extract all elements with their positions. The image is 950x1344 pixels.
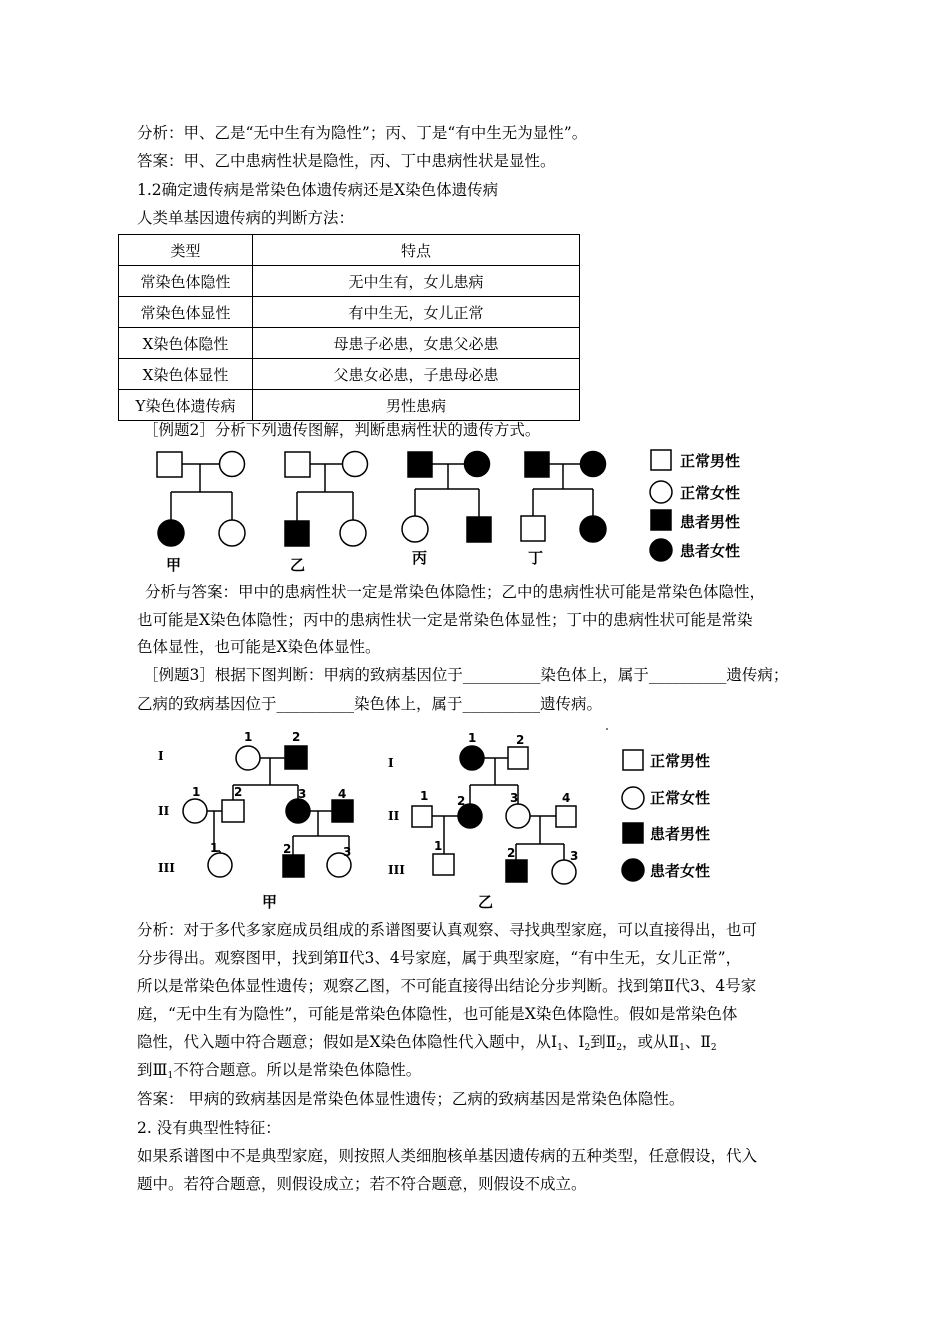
answer-2-line-1: 分析与答案：甲中的患病性状一定是常染色体隐性；乙中的患病性状可能是常染色体隐性， xyxy=(145,583,766,601)
generation-label: III xyxy=(158,861,175,875)
individual-number: 2 xyxy=(457,794,466,808)
individual-number: 1 xyxy=(244,730,253,744)
table-row xyxy=(119,266,580,297)
legend-label: 患者女性 xyxy=(680,542,741,560)
legend-label: 正常女性 xyxy=(680,484,741,502)
table-header-cell: 特点 xyxy=(253,235,580,266)
individual-number: 1 xyxy=(434,839,443,853)
section-heading-2: 2. 没有典型性特征： xyxy=(137,1119,281,1137)
pedigree-figure-1 xyxy=(145,440,765,575)
pedigree-jia-multigen xyxy=(183,746,353,877)
analysis-line-2: 分步得出。观察图甲，找到第Ⅱ代3、4号家庭，属于典型家庭，“有中生无，女儿正常”， xyxy=(137,949,742,967)
paragraph-analysis-1: 分析：甲、乙是“无中生有为隐性”；丙、丁是“有中生无为显性”。 xyxy=(137,124,588,142)
analysis-line-5: 隐性，代入题中符合题意；假如是X染色体隐性代入题中，从$Ⅰ_1$、$Ⅰ_2$到$Ⅱ_2$，或从$Ⅱ_1$、$Ⅱ_2$ xyxy=(137,1033,717,1053)
individual-number: 1 xyxy=(192,785,201,799)
pedigree-label: 丁 xyxy=(528,549,544,567)
generation-label: III xyxy=(388,863,405,877)
table-cell: 无中生有，女儿患病 xyxy=(253,266,580,297)
table-cell: 父患女必患，子患母必患 xyxy=(253,359,580,390)
pedigree-yi-multigen xyxy=(412,746,579,884)
pedigree-yi xyxy=(285,452,368,547)
legend-label: 患者男性 xyxy=(680,513,741,531)
paragraph-answer-1: 答案：甲、乙中患病性状是隐性，丙、丁中患病性状是显性。 xyxy=(137,152,556,170)
individual-number: 3 xyxy=(343,845,352,859)
answer-2-line-2: 也可能是X染色体隐性；丙中的患病性状一定是常染色体显性；丁中的患病性状可能是常染 xyxy=(137,611,753,629)
inheritance-types-table xyxy=(118,234,580,421)
pedigree-label: 乙 xyxy=(290,556,306,574)
table-header-cell: 类型 xyxy=(119,235,253,266)
individual-number: 2 xyxy=(516,733,525,747)
generation-label: I xyxy=(158,749,164,763)
legend-label: 患者男性 xyxy=(650,825,711,843)
answer-3: 答案： 甲病的致病基因是常染色体显性遗传；乙病的致病基因是常染色体隐性。 xyxy=(137,1090,685,1108)
generation-label: II xyxy=(158,804,170,818)
legend-2 xyxy=(622,750,644,881)
example-3-line-1: ［例题3］根据下图判断：甲病的致病基因位于__________染色体上，属于__________遗传病； xyxy=(143,666,789,684)
generation-label: I xyxy=(388,756,394,770)
individual-number: 2 xyxy=(283,842,292,856)
legend-label: 正常男性 xyxy=(650,752,711,770)
pedigree-label: 甲 xyxy=(166,556,182,574)
pedigree-label: 丙 xyxy=(412,549,428,567)
analysis-line-3: 所以是常染色体显性遗传；观察乙图，不可能直接得出结论分步判断。找到第Ⅱ代3、4号家 xyxy=(137,977,757,995)
pedigree-jia xyxy=(157,452,245,547)
pedigree-ding xyxy=(521,452,606,543)
table-cell: 常染色体隐性 xyxy=(119,266,253,297)
individual-number: 2 xyxy=(507,846,516,860)
analysis-line-6: 到$Ⅲ_1$不符合题意。所以是常染色体隐性。 xyxy=(137,1061,422,1081)
legend-label: 正常女性 xyxy=(650,789,711,807)
individual-number: 1 xyxy=(210,841,219,855)
pedigree-bing xyxy=(402,452,491,543)
section-heading-1-2: 1.2确定遗传病是常染色体遗传病还是X染色体遗传病 xyxy=(137,181,499,199)
table-row xyxy=(119,359,580,390)
individual-number: 3 xyxy=(510,791,519,805)
table-header-row xyxy=(119,235,580,266)
pedigree-figure-2 xyxy=(150,722,730,912)
table-cell: 常染色体显性 xyxy=(119,297,253,328)
legend-1 xyxy=(650,450,672,561)
analysis-line-1: 分析：对于多代多家庭成员组成的系谱图要认真观察、寻找典型家庭，可以直接得出，也可 xyxy=(137,921,758,939)
individual-number: 1 xyxy=(468,731,477,745)
legend-label: 患者女性 xyxy=(650,862,711,880)
table-cell: 男性患病 xyxy=(253,390,580,421)
section-2-body-line-1: 如果系谱图中不是典型家庭，则按照人类细胞核单基因遗传病的五种类型，任意假设，代入 xyxy=(137,1147,758,1165)
pedigree-label: 乙 xyxy=(478,893,494,911)
example-3-line-2: 乙病的致病基因位于__________染色体上，属于__________遗传病。 xyxy=(137,695,603,713)
individual-number: 4 xyxy=(338,787,347,801)
analysis-line-4: 庭，“无中生有为隐性”，可能是常染色体隐性，也可能是X染色体隐性。假如是常染色体 xyxy=(137,1005,738,1023)
table-cell: Y染色体遗传病 xyxy=(119,390,253,421)
answer-2-line-3: 色体显性，也可能是X染色体显性。 xyxy=(137,638,381,656)
table-row xyxy=(119,328,580,359)
table-cell: 母患子必患，女患父必患 xyxy=(253,328,580,359)
table-cell: X染色体显性 xyxy=(119,359,253,390)
individual-number: 1 xyxy=(420,789,429,803)
generation-label: II xyxy=(388,809,400,823)
legend-label: 正常男性 xyxy=(680,452,741,470)
pedigree-label: 甲 xyxy=(262,893,278,911)
table-cell: 有中生无，女儿正常 xyxy=(253,297,580,328)
table-row xyxy=(119,297,580,328)
table-cell: X染色体隐性 xyxy=(119,328,253,359)
individual-number: 3 xyxy=(298,787,307,801)
example-2-prompt: ［例题2］分析下列遗传图解，判断患病性状的遗传方式。 xyxy=(143,421,541,439)
table-row xyxy=(119,390,580,421)
individual-number: 2 xyxy=(292,730,301,744)
paragraph-method-intro: 人类单基因遗传病的判断方法： xyxy=(137,209,355,227)
individual-number: 3 xyxy=(570,849,579,863)
section-2-body-line-2: 题中。若符合题意，则假设成立；若不符合题意，则假设不成立。 xyxy=(137,1175,587,1193)
individual-number: 4 xyxy=(562,791,571,805)
individual-number: 2 xyxy=(234,785,243,799)
